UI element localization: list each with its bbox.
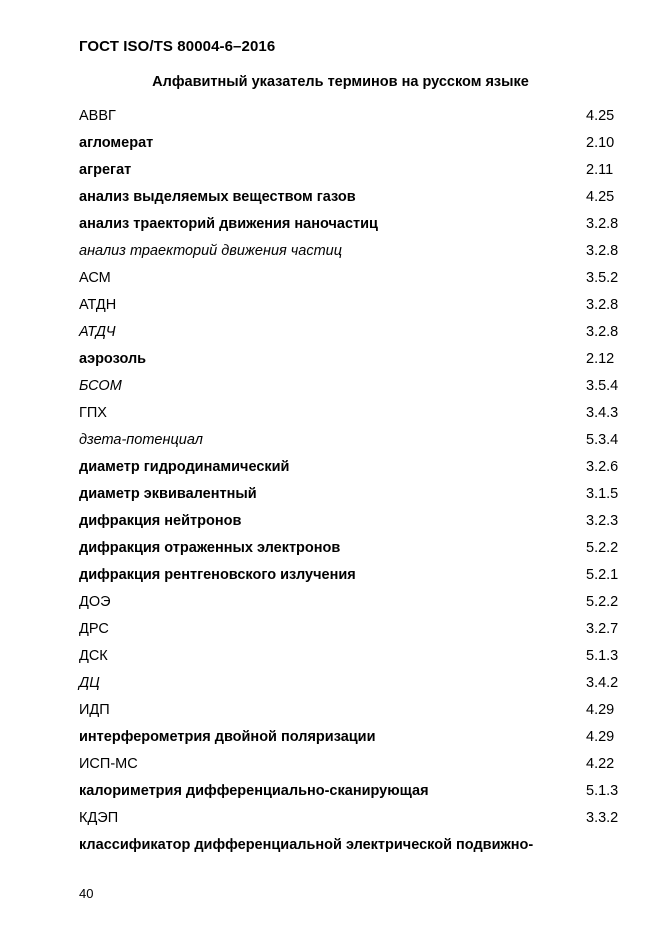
index-reference: 3.2.3 — [586, 513, 619, 529]
index-term: агрегат — [79, 162, 132, 178]
index-reference: 3.4.2 — [586, 675, 619, 691]
index-reference: 3.2.8 — [586, 324, 619, 340]
index-term: БСОМ — [79, 378, 122, 394]
index-term: аэрозоль — [79, 351, 147, 367]
index-entry — [79, 214, 624, 241]
index-term: ДЦ — [79, 675, 100, 691]
index-term: дзета-потенциал — [79, 432, 203, 448]
index-reference: 3.2.6 — [586, 459, 619, 475]
index-entry — [79, 808, 624, 835]
index-term: анализ выделяемых веществом газов — [79, 189, 356, 205]
index-term: интерферометрия двойной поляризации — [79, 729, 376, 745]
index-entry — [79, 754, 624, 781]
index-reference: 3.1.5 — [586, 486, 619, 502]
index-reference: 5.1.3 — [586, 783, 619, 799]
index-entry — [79, 484, 624, 511]
index-reference: 3.3.2 — [586, 810, 619, 826]
index-entry — [79, 106, 624, 133]
index-reference: 3.2.7 — [586, 621, 619, 637]
index-term: ИСП-МС — [79, 756, 138, 772]
index-reference: 5.2.2 — [586, 594, 619, 610]
index-reference: 3.2.8 — [586, 297, 619, 313]
index-term: диаметр эквивалентный — [79, 486, 257, 502]
index-reference: 4.29 — [586, 702, 615, 718]
index-term: ИДП — [79, 702, 110, 718]
index-entry — [79, 781, 624, 808]
term-index-list — [79, 106, 624, 862]
index-entry — [79, 349, 624, 376]
index-entry — [79, 538, 624, 565]
index-term: агломерат — [79, 135, 154, 151]
index-entry — [79, 241, 624, 268]
document-header: ГОСТ ISO/TS 80004-6–2016 — [79, 38, 276, 55]
index-entry — [79, 187, 624, 214]
index-entry — [79, 727, 624, 754]
index-entry — [79, 673, 624, 700]
index-term: дифракция нейтронов — [79, 513, 242, 529]
page-number: 40 — [79, 886, 94, 901]
index-reference: 5.2.1 — [586, 567, 619, 583]
index-term: АТДЧ — [79, 324, 116, 340]
index-reference: 5.2.2 — [586, 540, 619, 556]
index-term: АТДН — [79, 297, 117, 313]
index-entry — [79, 295, 624, 322]
index-entry — [79, 511, 624, 538]
index-entry — [79, 403, 624, 430]
index-reference: 4.25 — [586, 189, 615, 205]
index-reference: 4.22 — [586, 756, 615, 772]
index-entry — [79, 565, 624, 592]
index-reference: 2.11 — [586, 162, 614, 178]
index-entry — [79, 619, 624, 646]
index-term: анализ траекторий движения наночастиц — [79, 216, 378, 232]
index-reference: 3.5.2 — [586, 270, 619, 286]
index-entry — [79, 160, 624, 187]
index-reference: 2.10 — [586, 135, 615, 151]
index-term: дифракция отраженных электронов — [79, 540, 341, 556]
index-term: ДРС — [79, 621, 109, 637]
index-reference: 4.25 — [586, 108, 615, 124]
index-term: ГПХ — [79, 405, 107, 421]
index-term: АСМ — [79, 270, 111, 286]
index-reference: 3.5.4 — [586, 378, 619, 394]
index-term: ДСК — [79, 648, 108, 664]
index-reference: 3.2.8 — [586, 216, 619, 232]
index-term: диаметр гидродинамический — [79, 459, 290, 475]
index-term: ДОЭ — [79, 594, 111, 610]
index-entry — [79, 457, 624, 484]
index-term: дифракция рентгеновского излучения — [79, 567, 356, 583]
index-reference: 2.12 — [586, 351, 615, 367]
index-reference: 3.4.3 — [586, 405, 619, 421]
index-entry — [79, 646, 624, 673]
index-entry — [79, 700, 624, 727]
section-title: Алфавитный указатель терминов на русском языке — [152, 74, 529, 90]
index-entry — [79, 430, 624, 457]
index-term: КДЭП — [79, 810, 119, 826]
index-entry — [79, 322, 624, 349]
index-entry — [79, 268, 624, 295]
index-reference: 3.2.8 — [586, 243, 619, 259]
index-term: классификатор дифференциальной электрической подвижно- — [79, 837, 534, 853]
index-entry — [79, 592, 624, 619]
index-entry — [79, 835, 624, 862]
index-term: анализ траекторий движения частиц — [79, 243, 343, 259]
index-reference: 5.1.3 — [586, 648, 619, 664]
index-entry — [79, 376, 624, 403]
index-term: АВВГ — [79, 108, 116, 124]
index-reference: 5.3.4 — [586, 432, 619, 448]
index-reference: 4.29 — [586, 729, 615, 745]
index-entry — [79, 133, 624, 160]
index-term: калориметрия дифференциально-сканирующая — [79, 783, 429, 799]
